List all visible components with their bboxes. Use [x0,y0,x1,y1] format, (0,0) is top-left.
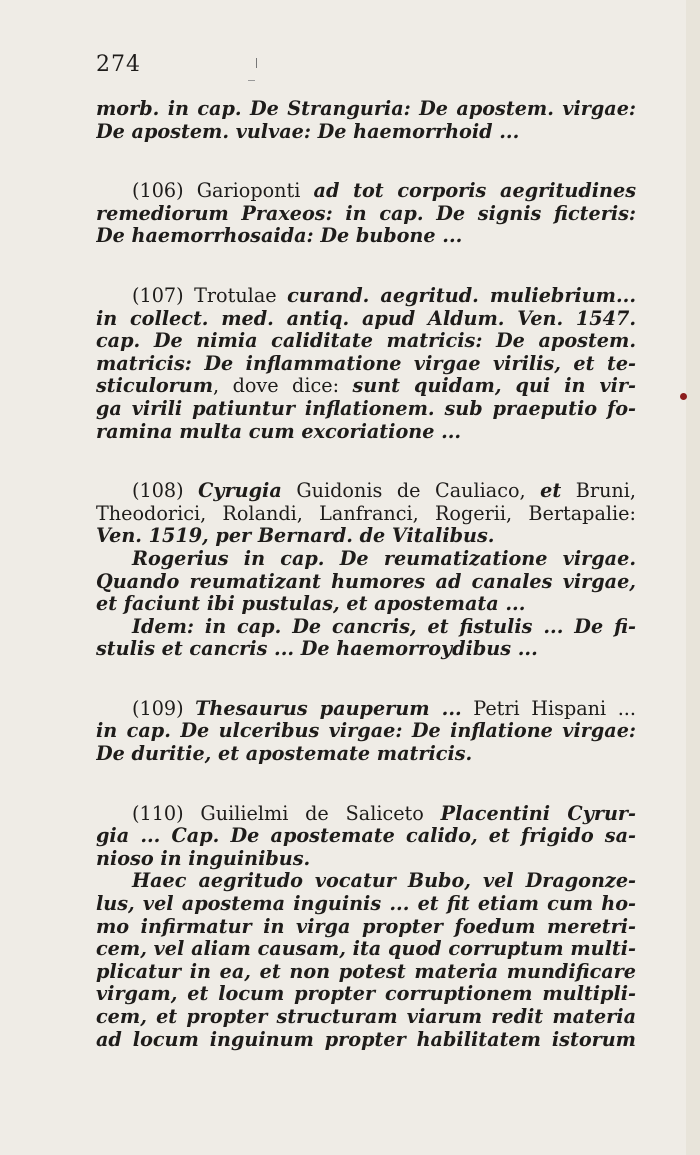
text-line: remediorum Praxeos: in cap. De signis ficteris: [96,202,636,225]
text-line: cap. De nimia caliditate matricis: De apostem. [96,330,636,353]
text-line: mo infirmatur in virga propter foedum meretri- [96,915,636,938]
text-line: gia ... Cap. De apostemate calido, et frigido sa- [96,825,636,848]
page-number: 274 [96,52,141,77]
text-line: Ven. 1519, per Bernard. de Vitalibus. [96,525,495,548]
text-line: ad locum inguinum propter habilitatem istorum [96,1028,636,1051]
text-line: morb. in cap. De Stranguria: De apostem. virgae: [96,98,636,120]
text-line: (110) Guilielmi de Saliceto Placentini Cyrur- [132,802,636,825]
text-line: virgam, et locum propter corruptionem multipli- [96,983,636,1006]
text-line: ga virili patiuntur inflationem. sub praeputio fo- [96,397,636,420]
text-line: Theodorici, Rolandi, Lanfranci, Rogerii, Bertapalie: [96,502,636,525]
text-line: ramina multa cum excoriatione ... [96,420,462,443]
ink-spot [680,393,687,400]
text-line: (107) Trotulae curand. aegritud. muliebrium... [132,284,636,307]
body-text [96,98,636,1051]
text-line: lus, vel apostema inguinis ... et fit etiam cum ho- [96,893,636,916]
text-line: plicatur in ea, et non potest materia mundificare [96,960,636,983]
print-mark [256,58,257,68]
text-line: De apostem. vulvae: De haemorrhoid ... [96,120,520,143]
print-mark [248,80,255,81]
text-line: (106) Garioponti ad tot corporis aegritudines [132,180,636,203]
text-line: Idem: in cap. De cancris, et fistulis ... De fi- [132,615,636,638]
text-line: cem, vel aliam causam, ita quod corruptum multi- [96,938,636,961]
text-line: et faciunt ibi pustulas, et apostemata ... [96,593,526,616]
text-line: in cap. De ulceribus virgae: De inflatione virgae: [96,720,636,743]
text-line: De haemorrhosaida: De bubone ... [96,225,463,248]
text-line: (108) Cyrugia Guidonis de Cauliaco, et Bruni, [132,480,636,503]
text-line: stulis et cancris ... De haemorroydibus ... [96,638,538,661]
text-line: Quando reumatizant humores ad canales virgae, [96,570,636,593]
text-line: nioso in inguinibus. [96,847,311,870]
text-line: in collect. med. antiq. apud Aldum. Ven. 1547. [96,307,636,330]
text-line: Rogerius in cap. De reumatizatione virgae. [132,547,636,570]
text-line: sticulorum, dove dice: sunt quidam, qui in vir- [96,375,636,398]
page-edge [686,0,700,1155]
text-line: cem, et propter structuram viarum redit materia [96,1006,636,1028]
text-line: Haec aegritudo vocatur Bubo, vel Dragonze- [132,870,636,893]
text-line: matricis: De inflammatione virgae virilis, et te- [96,352,636,375]
text-line: De duritie, et apostemate matricis. [96,743,473,766]
text-line: (109) Thesaurus pauperum ... Petri Hispani ... [132,697,636,720]
